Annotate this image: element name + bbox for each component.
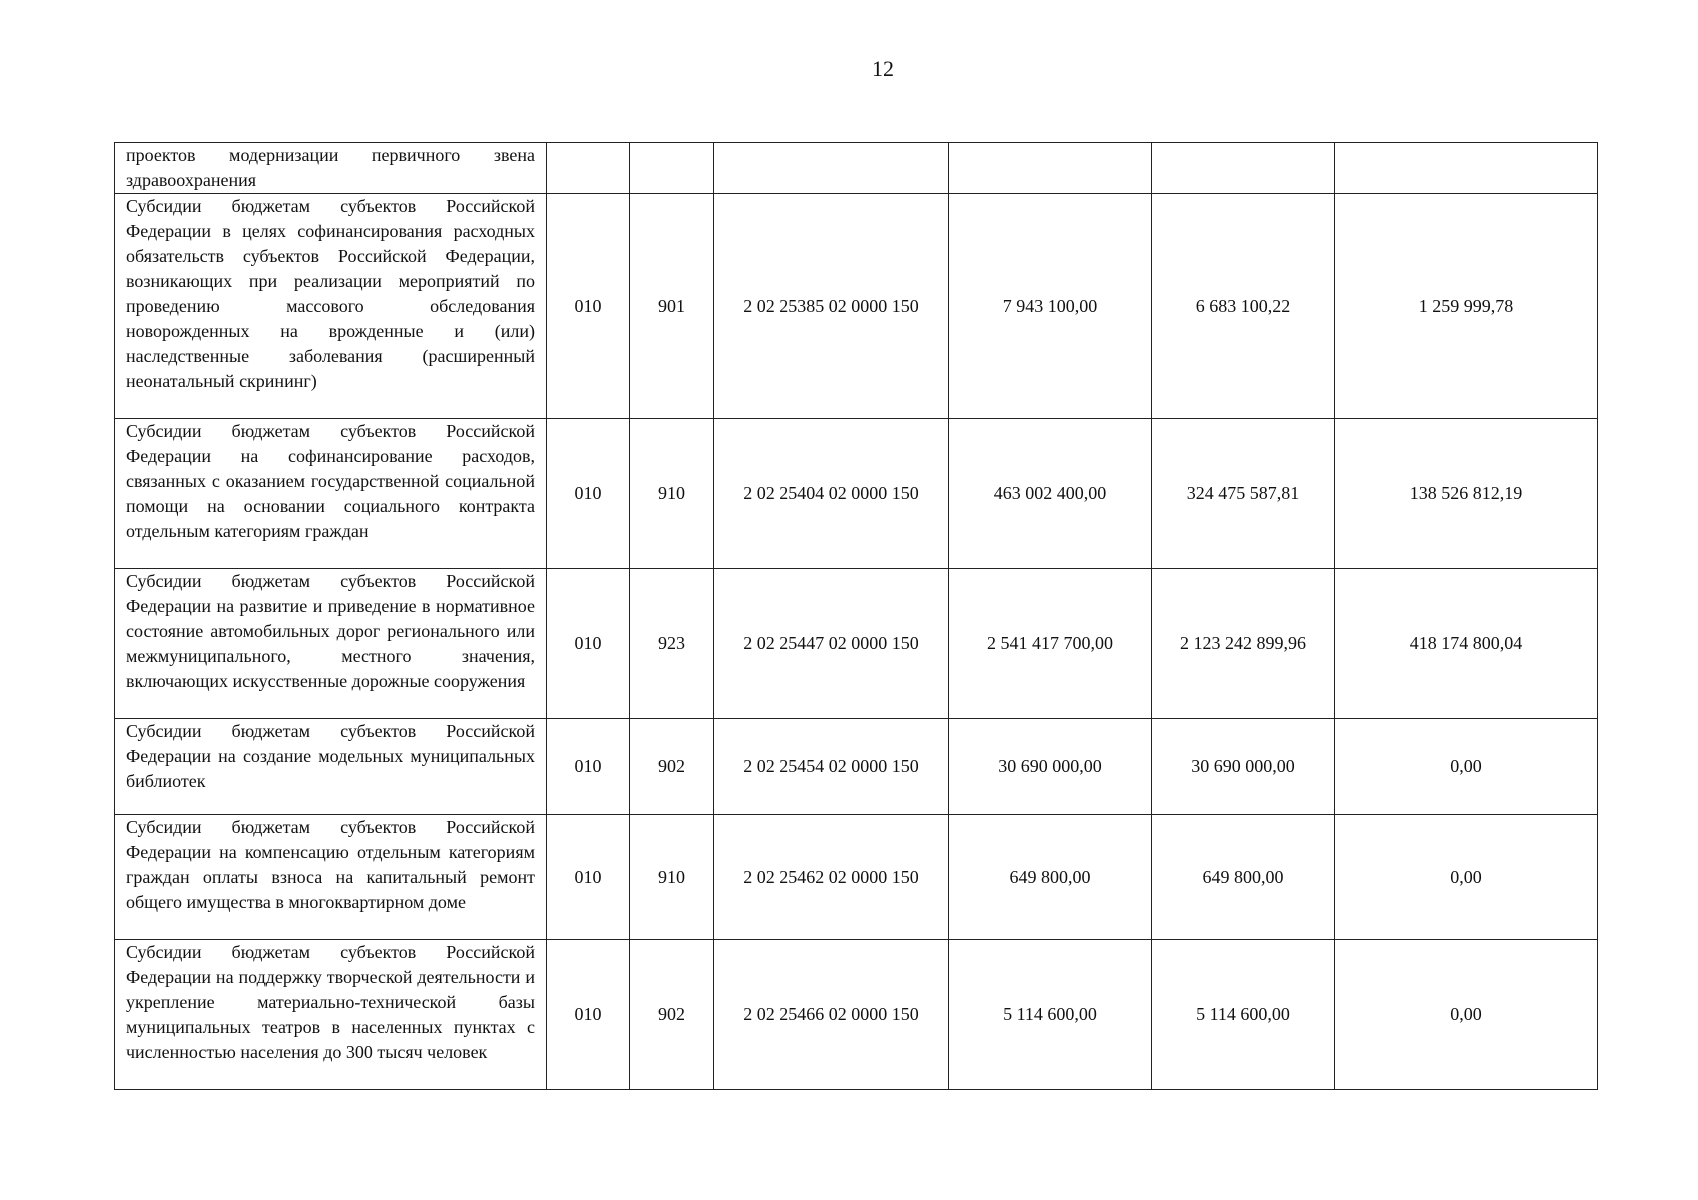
table-row bbox=[115, 419, 1598, 569]
row-remainder: 138 526 812,19 bbox=[1335, 419, 1598, 569]
row-planned: 2 541 417 700,00 bbox=[949, 569, 1152, 719]
row-code2: 910 bbox=[630, 419, 714, 569]
row-executed: 324 475 587,81 bbox=[1152, 419, 1335, 569]
row-code2: 910 bbox=[630, 815, 714, 940]
row-remainder: 418 174 800,04 bbox=[1335, 569, 1598, 719]
row-kbk: 2 02 25404 02 0000 150 bbox=[714, 419, 949, 569]
row-kbk: 2 02 25447 02 0000 150 bbox=[714, 569, 949, 719]
row-remainder: 0,00 bbox=[1335, 719, 1598, 815]
table-row bbox=[115, 569, 1598, 719]
row-code2: 923 bbox=[630, 569, 714, 719]
row-code1: 010 bbox=[547, 194, 630, 419]
row-planned: 7 943 100,00 bbox=[949, 194, 1152, 419]
row-code1: 010 bbox=[547, 940, 630, 1090]
row-planned: 463 002 400,00 bbox=[949, 419, 1152, 569]
row-code1: 010 bbox=[547, 569, 630, 719]
page-number: 12 bbox=[872, 56, 894, 81]
table-row bbox=[115, 719, 1598, 815]
row-description: Субсидии бюджетам субъектов Российской Федерации в целях софинансирования расходных обязательств субъектов Российской Федерации, возникающих при реализации мероприятий по проведению массового обследования новорожденных на врожденные и (или) наследственные заболевания (расширенный неонатальный скрининг) bbox=[115, 194, 547, 419]
row-remainder bbox=[1335, 143, 1598, 194]
row-kbk: 2 02 25385 02 0000 150 bbox=[714, 194, 949, 419]
row-description: Субсидии бюджетам субъектов Российской Федерации на создание модельных муниципальных библиотек bbox=[115, 719, 547, 815]
row-kbk bbox=[714, 143, 949, 194]
row-executed: 649 800,00 bbox=[1152, 815, 1335, 940]
row-code2: 902 bbox=[630, 719, 714, 815]
table-row bbox=[115, 143, 1598, 194]
budget-table bbox=[114, 142, 1598, 1090]
row-code2: 902 bbox=[630, 940, 714, 1090]
row-code1: 010 bbox=[547, 815, 630, 940]
row-code1: 010 bbox=[547, 419, 630, 569]
row-executed: 5 114 600,00 bbox=[1152, 940, 1335, 1090]
row-planned: 30 690 000,00 bbox=[949, 719, 1152, 815]
row-description: проектов модернизации первичного звена здравоохранения bbox=[115, 143, 547, 194]
row-remainder: 1 259 999,78 bbox=[1335, 194, 1598, 419]
row-description: Субсидии бюджетам субъектов Российской Федерации на компенсацию отдельным категориям граждан оплаты взноса на капитальный ремонт общего имущества в многоквартирном доме bbox=[115, 815, 547, 940]
table-row bbox=[115, 194, 1598, 419]
row-planned: 5 114 600,00 bbox=[949, 940, 1152, 1090]
row-code1: 010 bbox=[547, 719, 630, 815]
row-description: Субсидии бюджетам субъектов Российской Федерации на софинансирование расходов, связанных с оказанием государственной социальной помощи на основании социального контракта отдельным категориям граждан bbox=[115, 419, 547, 569]
table-row bbox=[115, 940, 1598, 1090]
row-description: Субсидии бюджетам субъектов Российской Федерации на поддержку творческой деятельности и укрепление материально-технической базы муниципальных театров в населенных пунктах с численностью населения до 300 тысяч человек bbox=[115, 940, 547, 1090]
row-executed: 6 683 100,22 bbox=[1152, 194, 1335, 419]
row-executed bbox=[1152, 143, 1335, 194]
row-description: Субсидии бюджетам субъектов Российской Федерации на развитие и приведение в нормативное состояние автомобильных дорог регионального или межмуниципального, местного значения, включающих искусственные дорожные сооружения bbox=[115, 569, 547, 719]
row-code2 bbox=[630, 143, 714, 194]
row-executed: 30 690 000,00 bbox=[1152, 719, 1335, 815]
row-kbk: 2 02 25454 02 0000 150 bbox=[714, 719, 949, 815]
row-planned bbox=[949, 143, 1152, 194]
row-remainder: 0,00 bbox=[1335, 815, 1598, 940]
row-code1 bbox=[547, 143, 630, 194]
row-kbk: 2 02 25462 02 0000 150 bbox=[714, 815, 949, 940]
table-row bbox=[115, 815, 1598, 940]
row-executed: 2 123 242 899,96 bbox=[1152, 569, 1335, 719]
row-remainder: 0,00 bbox=[1335, 940, 1598, 1090]
row-kbk: 2 02 25466 02 0000 150 bbox=[714, 940, 949, 1090]
row-code2: 901 bbox=[630, 194, 714, 419]
row-planned: 649 800,00 bbox=[949, 815, 1152, 940]
